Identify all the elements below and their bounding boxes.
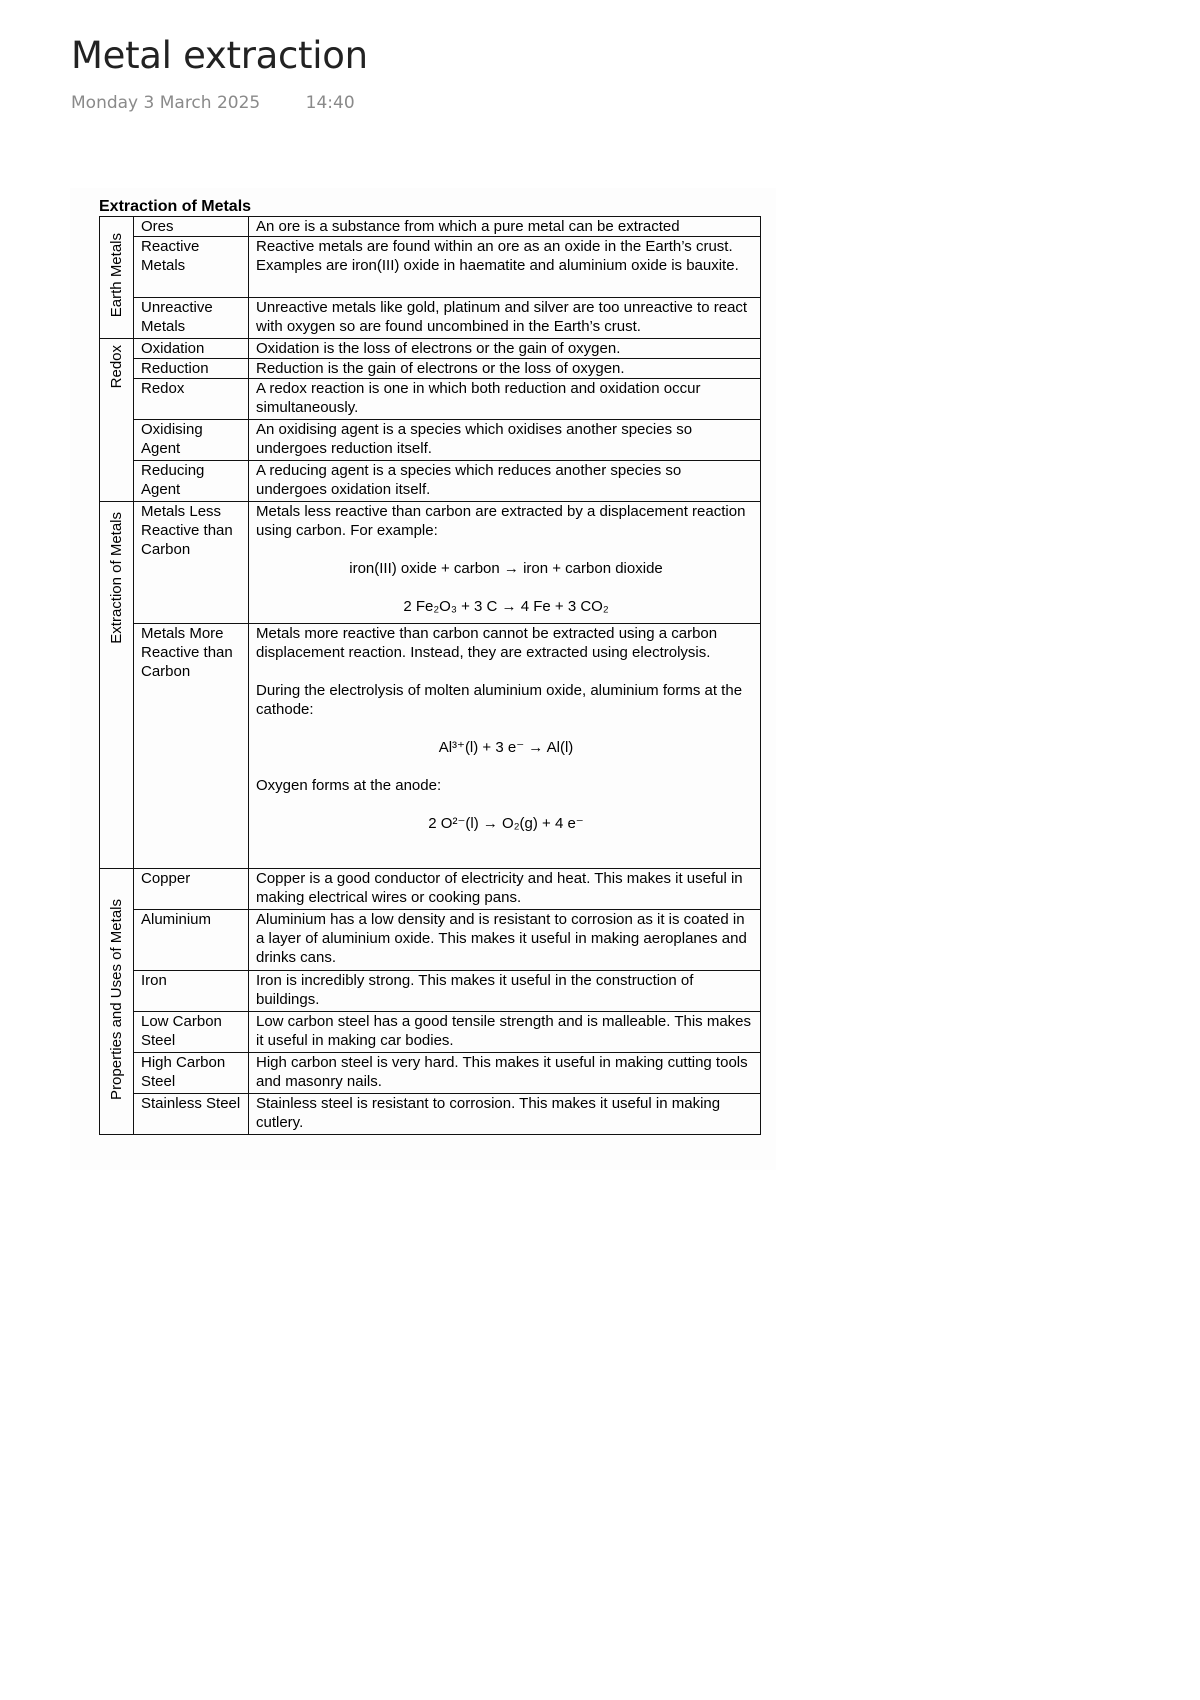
definition-cell: Stainless steel is resistant to corrosion. This makes it useful in making cutlery.: [249, 1094, 761, 1135]
table-row: [100, 339, 761, 359]
definition-cell: Iron is incredibly strong. This makes it useful in the construction of buildings.: [249, 971, 761, 1012]
definition-text: Metals more reactive than carbon cannot be extracted using a carbon displacement reaction. Instead, they are extracted using electrolysis.: [256, 625, 718, 661]
term-cell: Iron: [134, 971, 249, 1012]
section-label: Properties and Uses of Metals: [108, 898, 125, 1100]
anode-text: Oxygen forms at the anode:: [256, 777, 442, 794]
section-redox: [100, 339, 134, 502]
word-equation: iron(III) oxide + carbon → iron + carbon dioxide: [349, 560, 663, 577]
table-row: [100, 461, 761, 502]
table-row: [100, 359, 761, 379]
table-row: [100, 1012, 761, 1053]
page-meta: [71, 93, 355, 113]
section-earth-metals: [100, 217, 134, 339]
table-row: [100, 502, 761, 624]
term-cell: Oxidising Agent: [134, 420, 249, 461]
definition-cell: Aluminium has a low density and is resistant to corrosion as it is coated in a layer of aluminium oxide. This makes it useful in making aeroplanes and drinks cans.: [249, 910, 761, 971]
term-cell: Reducing Agent: [134, 461, 249, 502]
table-title: Extraction of Metals: [99, 198, 252, 215]
page-time: 14:40: [305, 93, 355, 113]
table-row: [100, 869, 761, 910]
definition-cell: Copper is a good conductor of electricity and heat. This makes it useful in making electrical wires or cooking pans.: [249, 869, 761, 910]
table-row: [100, 420, 761, 461]
table-row: [100, 237, 761, 298]
definition-cell: A reducing agent is a species which reduces another species so undergoes oxidation itself.: [249, 461, 761, 502]
definition-cell: Reduction is the gain of electrons or the loss of oxygen.: [249, 359, 761, 379]
definition-cell: An ore is a substance from which a pure metal can be extracted: [249, 217, 761, 237]
term-cell: Unreactive Metals: [134, 298, 249, 339]
term-cell: Metals Less Reactive than Carbon: [134, 502, 249, 624]
notes-table: [99, 216, 761, 1135]
term-cell: Aluminium: [134, 910, 249, 971]
definition-cell: Low carbon steel has a good tensile strength and is malleable. This makes it useful in making car bodies.: [249, 1012, 761, 1053]
cathode-equation: Al³⁺(l) + 3 e⁻ → Al(l): [438, 739, 574, 756]
term-cell: Ores: [134, 217, 249, 237]
term-cell: Oxidation: [134, 339, 249, 359]
table-row: [100, 624, 761, 869]
section-label: Earth Metals: [108, 232, 125, 318]
section-uses: [100, 869, 134, 1135]
definition-cell: High carbon steel is very hard. This makes it useful in making cutting tools and masonry nails.: [249, 1053, 761, 1094]
term-cell: Reactive Metals: [134, 237, 249, 298]
term-cell: Copper: [134, 869, 249, 910]
definition-cell: Reactive metals are found within an ore as an oxide in the Earth’s crust. Examples are iron(III) oxide in haematite and aluminium oxide is bauxite.: [249, 237, 761, 298]
term-cell: High Carbon Steel: [134, 1053, 249, 1094]
term-cell: Low Carbon Steel: [134, 1012, 249, 1053]
section-extraction: [100, 502, 134, 869]
table-row: [100, 298, 761, 339]
section-label: Redox: [108, 345, 125, 389]
section-label: Extraction of Metals: [108, 512, 125, 644]
definition-cell: Oxidation is the loss of electrons or the gain of oxygen.: [249, 339, 761, 359]
table-row: [100, 971, 761, 1012]
symbol-equation: 2 Fe₂O₃ + 3 C → 4 Fe + 3 CO₂: [403, 598, 609, 615]
definition-cell: [249, 502, 761, 624]
term-cell: Metals More Reactive than Carbon: [134, 624, 249, 869]
definition-text: Metals less reactive than carbon are extracted by a displacement reaction using carbon. For example:: [256, 503, 746, 539]
table-row: [100, 1094, 761, 1135]
anode-equation: 2 O²⁻(l) → O₂(g) + 4 e⁻: [428, 815, 584, 832]
definition-cell: An oxidising agent is a species which oxidises another species so undergoes reduction itself.: [249, 420, 761, 461]
page-title: Metal extraction: [71, 34, 368, 77]
definition-cell: Unreactive metals like gold, platinum and silver are too unreactive to react with oxygen so are found uncombined in the Earth’s crust.: [249, 298, 761, 339]
definition-cell: A redox reaction is one in which both reduction and oxidation occur simultaneously.: [249, 379, 761, 420]
term-cell: Stainless Steel: [134, 1094, 249, 1135]
definition-cell: [249, 624, 761, 869]
table-row: [100, 1053, 761, 1094]
table-row: [100, 379, 761, 420]
table-row: [100, 217, 761, 237]
page-date: Monday 3 March 2025: [71, 93, 261, 113]
cathode-text: During the electrolysis of molten aluminium oxide, aluminium forms at the cathode:: [256, 682, 743, 718]
term-cell: Reduction: [134, 359, 249, 379]
table-row: [100, 910, 761, 971]
term-cell: Redox: [134, 379, 249, 420]
